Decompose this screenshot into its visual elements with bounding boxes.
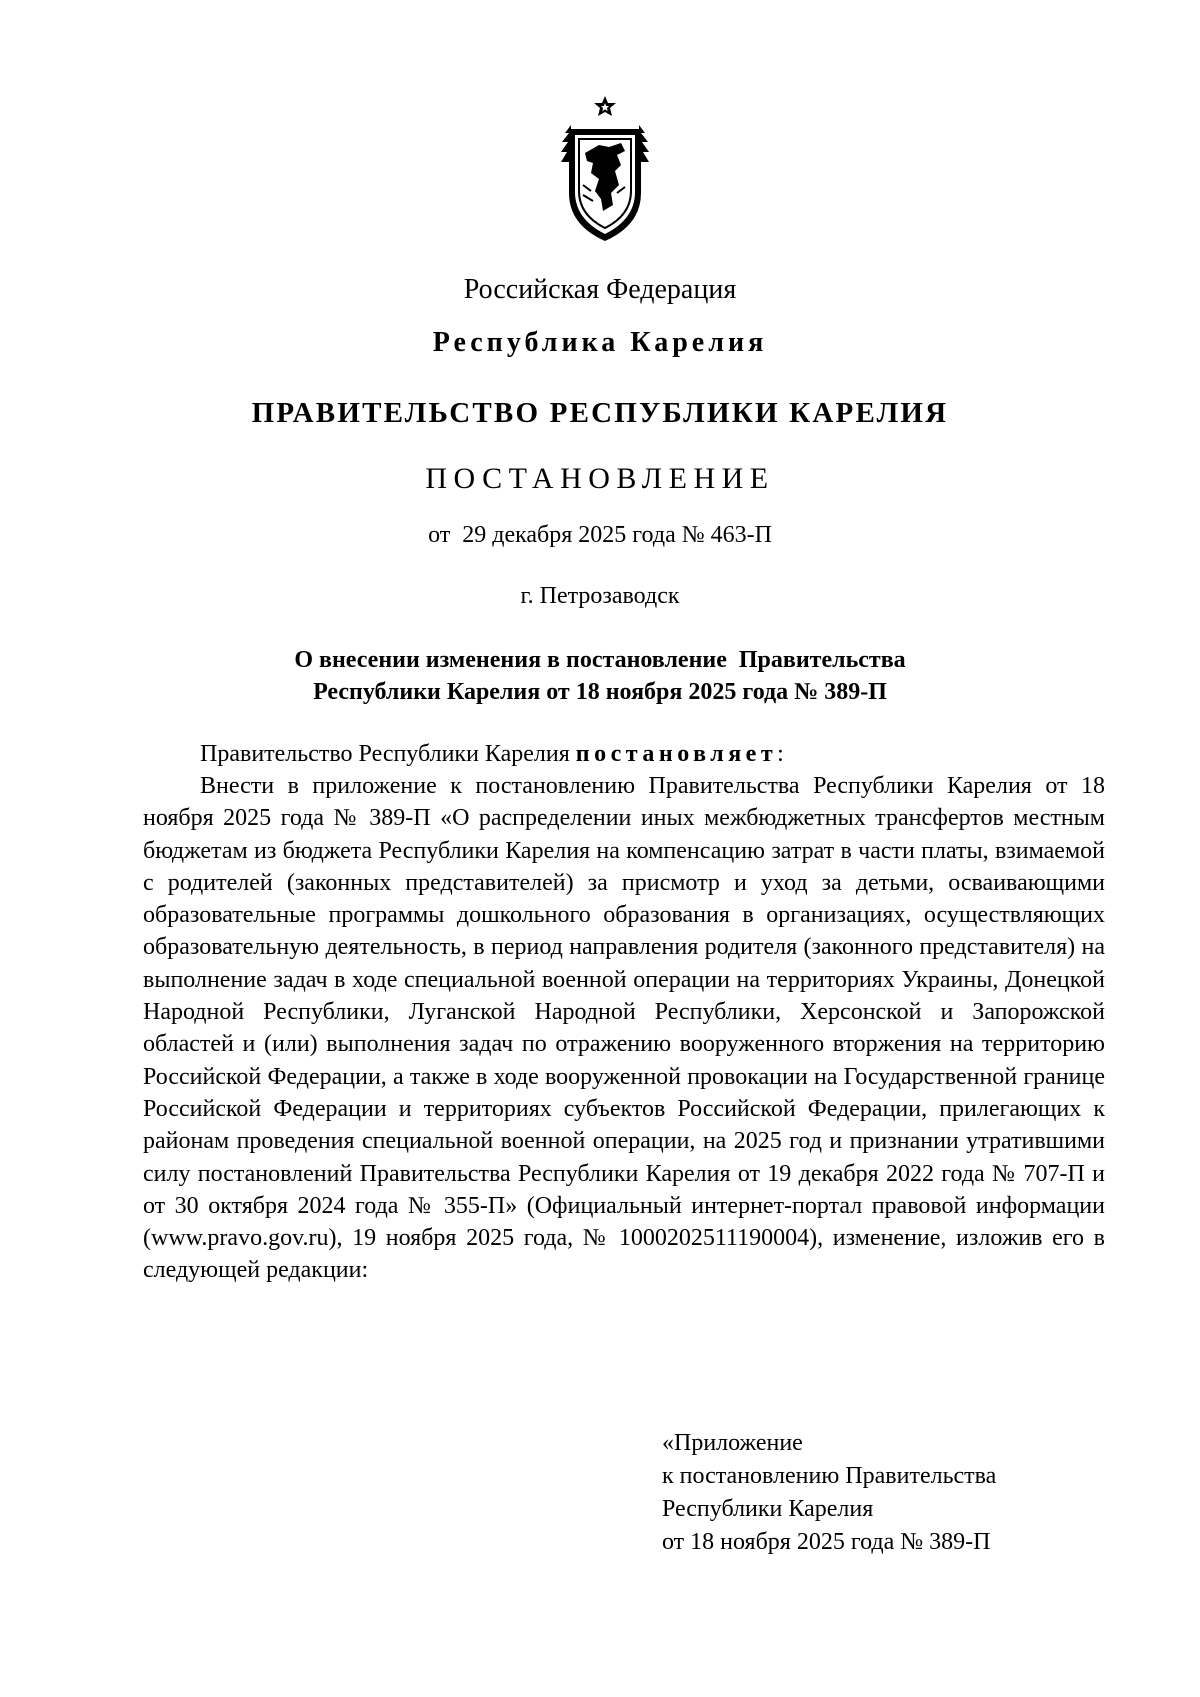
resolution-paragraph: Внести в приложение к постановлению Правительства Республики Карелия от 18 ноября 2025 года № 389-П «О распределении иных межбюджетных трансфертов местным бюджетам из бюджета Республики Карелия на компенсацию затрат в части платы, взимаемой с родителей (законных представителей) за присмотр и уход за детьми, осваивающими образовательные программы дошкольного образования в организациях, осуществляющих образовательную деятельность, в период направления родителя (законного представителя) на выполнение задач в ходе специальной военной операции на территориях Украины, Донецкой Народной Республики, Луганской Народной Республики, Херсонской и Запорожской областей и (или) выполнения задач по отражению вооруженного вторжения на территорию Российской Федерации, а также в ходе вооруженной провокации на Государственной границе Российской Федерации и территориях субъектов Российской Федерации, прилегающих к районам проведения специальной военной операции, на 2025 год и признании утратившими силу постановлений Правительства Республики Карелия от 19 декабря 2022 года № 707-П и от 30 октября 2024 года № 355-П» (Официальный интернет-портал правовой информации (www.pravo.gov.ru), 19 ноября 2025 года, № 1000202511190004), изменение, изложив его в следующей редакции: — [143, 773, 1105, 1284]
appendix-line-2: к постановлению Правительства — [662, 1463, 997, 1489]
appendix-line-3: Республики Карелия — [662, 1496, 874, 1522]
document-type: ПОСТАНОВЛЕНИЕ — [425, 462, 775, 495]
opening-prefix: Правительство Республики Карелия — [200, 741, 576, 767]
document-city: г. Петрозаводск — [520, 583, 680, 609]
subject-line-2: Республики Карелия от 18 ноября 2025 года № 389-П — [313, 679, 887, 705]
republic-name: Республика Карелия — [432, 327, 768, 358]
subject-line-1: О внесении изменения в постановление Правительства — [294, 647, 906, 673]
appendix-heading — [662, 1427, 1112, 1559]
government-name: ПРАВИТЕЛЬСТВО РЕСПУБЛИКИ КАРЕЛИЯ — [251, 397, 949, 429]
karelia-coat-of-arms-icon — [555, 95, 655, 245]
resolution-opening — [143, 738, 1105, 770]
opening-verb: постановляет — [575, 741, 778, 767]
document-subject — [0, 644, 1200, 708]
appendix-line-1: «Приложение — [662, 1430, 803, 1456]
appendix-line-4: от 18 ноября 2025 года № 389-П — [662, 1529, 991, 1555]
document-date-number: от 29 декабря 2025 года № 463-П — [428, 522, 772, 548]
opening-suffix: : — [777, 741, 784, 767]
country-name: Российская Федерация — [463, 274, 737, 305]
